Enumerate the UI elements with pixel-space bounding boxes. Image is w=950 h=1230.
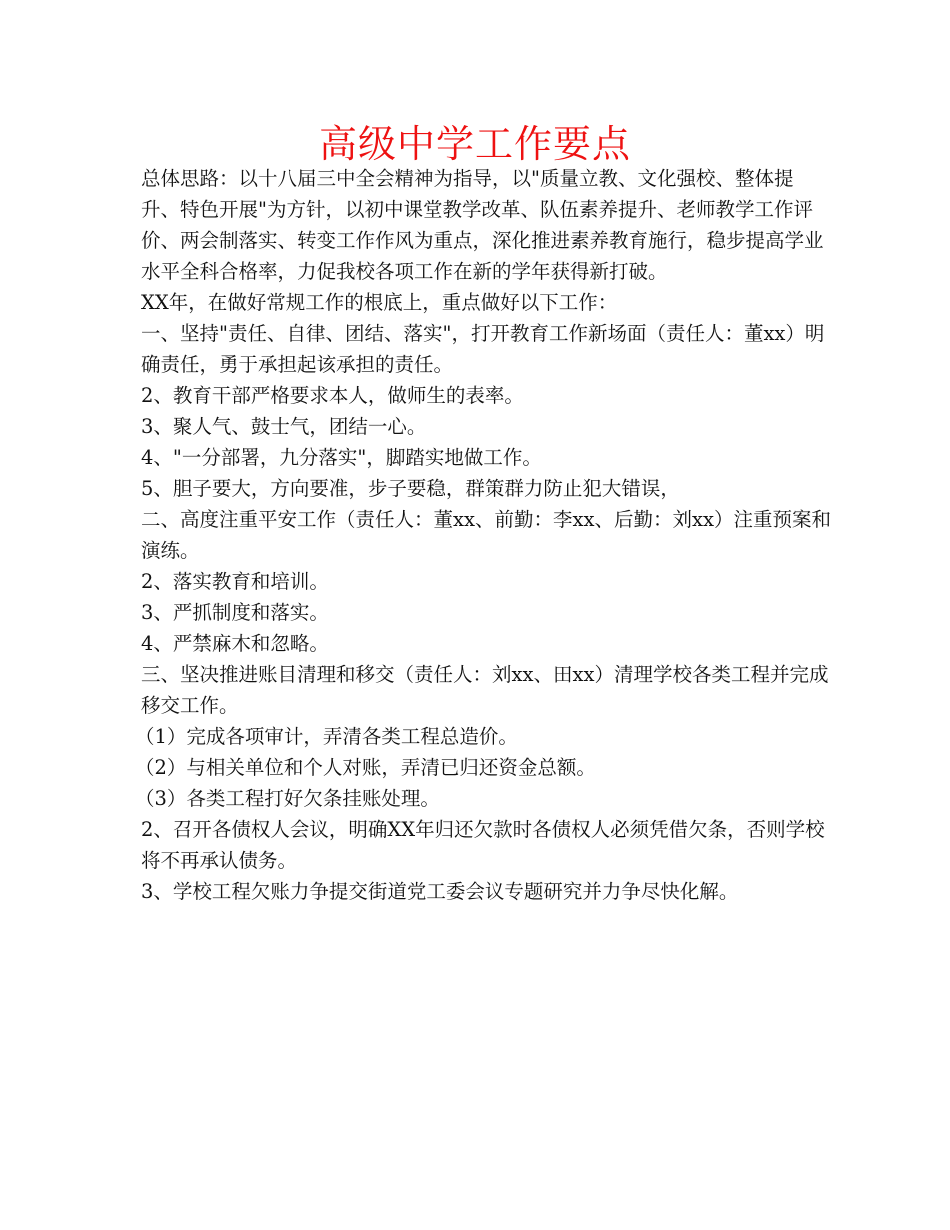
- paragraph-subitem: （3）各类工程打好欠条挂账处理。: [135, 787, 440, 810]
- paragraph-item: 3、聚人气、鼓士气，团结一心。: [141, 415, 427, 438]
- paragraph-item: 2、教育干部严格要求本人，做师生的表率。: [141, 384, 524, 407]
- paragraph-item: 4、严禁麻木和忽略。: [141, 632, 329, 655]
- paragraph-item: 4、"一分部署，九分落实"，脚踏实地做工作。: [141, 446, 542, 469]
- document-title: 高级中学工作要点: [318, 122, 631, 166]
- paragraph-item: 2、召开各债权人会议，明确XX年归还欠款时各债权人必须凭借欠条，否则学校将不再承认债务。: [141, 818, 825, 872]
- paragraph-subitem: （1）完成各项审计，弄清各类工程总造价。: [135, 725, 518, 748]
- paragraph-item: 2、落实教育和培训。: [141, 570, 329, 593]
- paragraph-subitem: （2）与相关单位和个人对账，弄清已归还资金总额。: [135, 756, 596, 779]
- paragraph-item: 3、严抓制度和落实。: [141, 601, 329, 624]
- paragraph-item: 3、学校工程欠账力争提交街道党工委会议专题研究并力争尽快化解。: [141, 880, 739, 903]
- paragraph-section-1: 一、坚持"责任、自律、团结、落实"，打开教育工作新场面（责任人：董xx）明确责任，勇于承担起该承担的责任。: [141, 322, 825, 376]
- paragraph-section-3: 三、坚决推进账目清理和移交（责任人：刘xx、田xx）清理学校各类工程并完成移交工作。: [141, 663, 829, 717]
- paragraph-overall-idea: 总体思路：以十八届三中全会精神为指导，以"质量立教、文化强校、整体提升、特色开展"为方针，以初中课堂教学改革、队伍素养提升、老师教学工作评价、两会制落实、转变工作作风为重点，深化推进素养教育施行，稳步提高学业水平全科合格率，力促我校各项工作在新的学年获得新打破。: [141, 167, 824, 283]
- document-body: [135, 163, 831, 907]
- paragraph-item: 5、胆子要大，方向要准，步子要稳，群策群力防止犯大错误，: [141, 477, 680, 500]
- paragraph-section-2: 二、高度注重平安工作（责任人：董xx、前勤：李xx、后勤：刘xx）注重预案和演练。: [141, 508, 831, 562]
- paragraph-intro: XX年，在做好常规工作的根底上，重点做好以下工作：: [141, 291, 618, 314]
